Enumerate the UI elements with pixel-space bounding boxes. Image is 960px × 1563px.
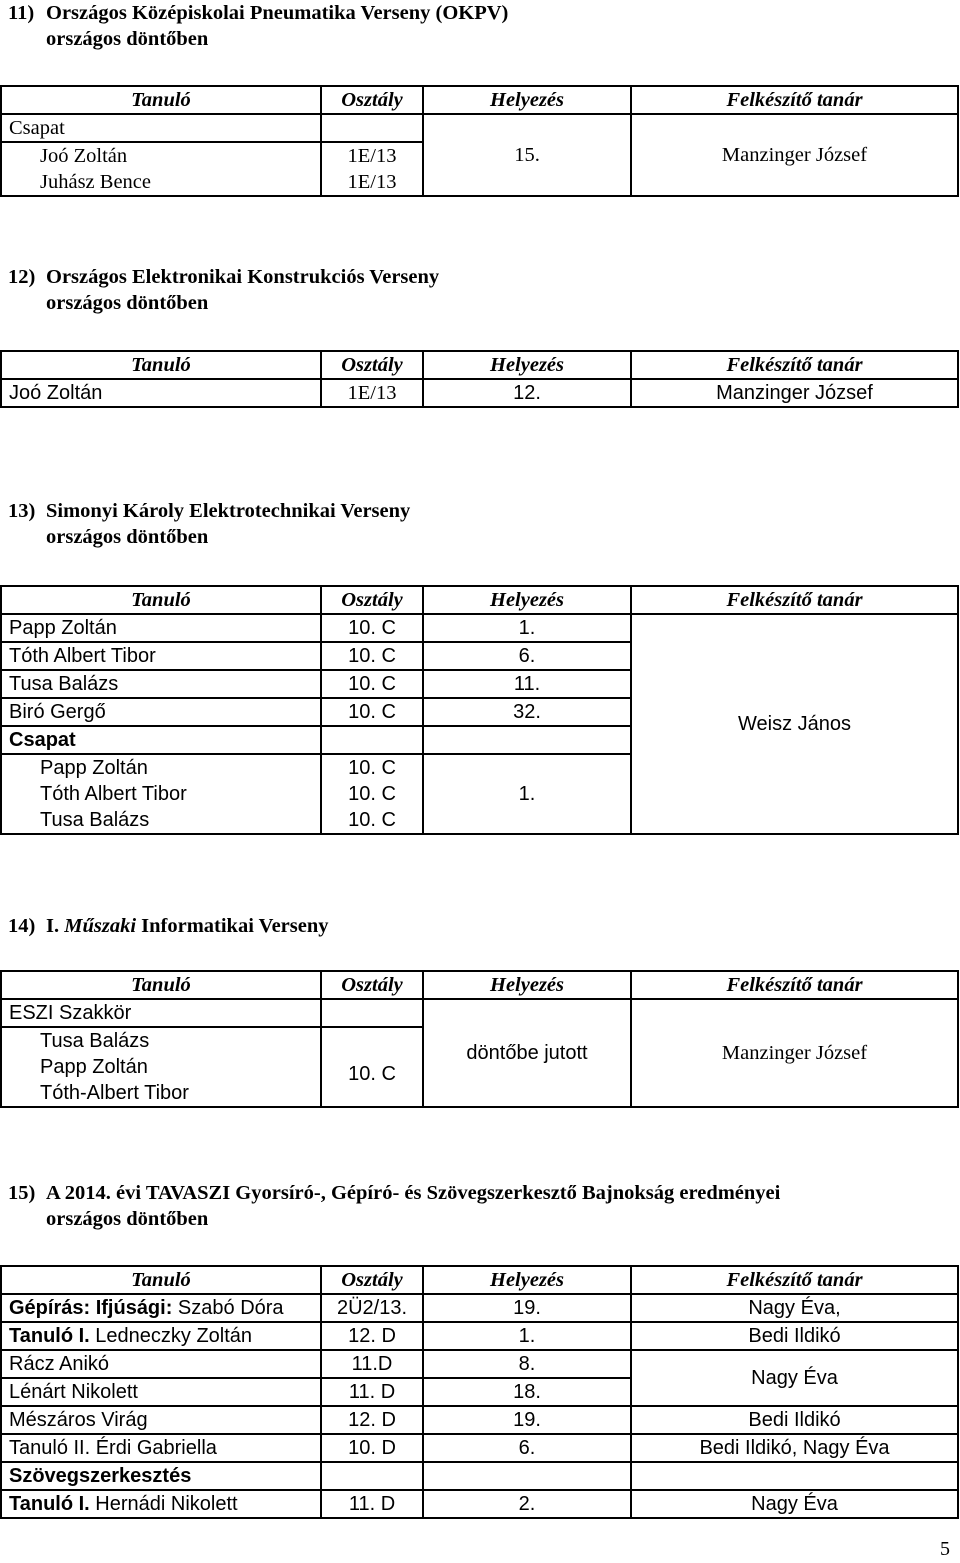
table-row: ESZI Szakkör döntőbe jutott Manzinger József [1,999,958,1027]
header-row: Tanuló Osztály Helyezés Felkészítő tanár [1,1266,958,1294]
section-11-subtitle: országos döntőben [46,28,209,50]
section-14-table [0,970,959,1108]
section-12-table [0,350,959,408]
table-row: Mészáros Virág 12. D 19. Bedi Ildikó [1,1406,958,1434]
section-12-subtitle: országos döntőben [46,292,209,314]
header-row: Tanuló Osztály Helyezés Felkészítő tanár [1,971,958,999]
section-14-title: 14) I. Műszaki Informatikai Verseny [8,915,329,937]
table-row: Tanuló I. Ledneczky Zoltán 12. D 1. Bedi Ildikó [1,1322,958,1350]
table-row: Csapat [1,726,958,754]
section-13-table [0,585,959,835]
table-row: Joó Zoltán 1E/13 [1,142,958,169]
page-number: 5 [940,1538,950,1560]
table-row: Papp Zoltán 10. C 1. Weisz János [1,614,958,642]
section-11-table [0,85,959,197]
table-row: Papp Zoltán 10. C 1. [1,754,958,781]
section-15-title: 15) A 2014. évi TAVASZI Gyorsíró-, Gépíró- és Szövegszerkesztő Bajnokság eredményei országos döntőben [8,1182,781,1230]
table-row: Juhász Bence 1E/13 [1,169,958,196]
section-12-title: 12) Országos Elektronikai Konstrukciós Verseny országos döntőben [8,266,440,314]
table-row: Joó Zoltán 1E/13 12. Manzinger József [1,379,958,407]
table-row: Tanuló I. Hernádi Nikolett 11. D 2. Nagy Éva [1,1490,958,1518]
section-15-table [0,1265,959,1519]
section-11-title: 11) Országos Középiskolai Pneumatika Verseny (OKPV) országos döntőben [8,2,509,50]
table-row: Tóth Albert Tibor 10. C 6. [1,642,958,670]
header-row: Tanuló Osztály Helyezés Felkészítő tanár [1,586,958,614]
table-row: Tanuló II. Érdi Gabriella 10. D 6. Bedi Ildikó, Nagy Éva [1,1434,958,1462]
section-15-subtitle: országos döntőben [46,1208,209,1230]
table-row: Rácz Anikó 11.D 8. Nagy Éva [1,1350,958,1378]
header-row: Tanuló Osztály Helyezés Felkészítő tanár [1,86,958,114]
table-row: Tusa Balázs 10. C 11. [1,670,958,698]
table-row: Tóth-Albert Tibor [1,1080,958,1107]
table-row: Szövegszerkesztés [1,1462,958,1490]
table-row: Tusa Balázs 10. C [1,807,958,834]
table-row: Biró Gergő 10. C 32. [1,698,958,726]
section-13-subtitle: országos döntőben [46,526,209,548]
table-row: Tusa Balázs 10. C [1,1027,958,1054]
table-row: Tóth Albert Tibor 10. C [1,781,958,807]
section-13-title: 13) Simonyi Károly Elektrotechnikai Verseny országos döntőben [8,500,411,548]
header-row: Tanuló Osztály Helyezés Felkészítő tanár [1,351,958,379]
table-row: Lénárt Nikolett 11. D 18. [1,1378,958,1406]
table-row: Gépírás: Ifjúsági: Szabó Dóra 2Ü2/13. 19. Nagy Éva, [1,1294,958,1322]
table-row: Csapat 15. Manzinger József [1,114,958,142]
table-row: Papp Zoltán [1,1054,958,1080]
